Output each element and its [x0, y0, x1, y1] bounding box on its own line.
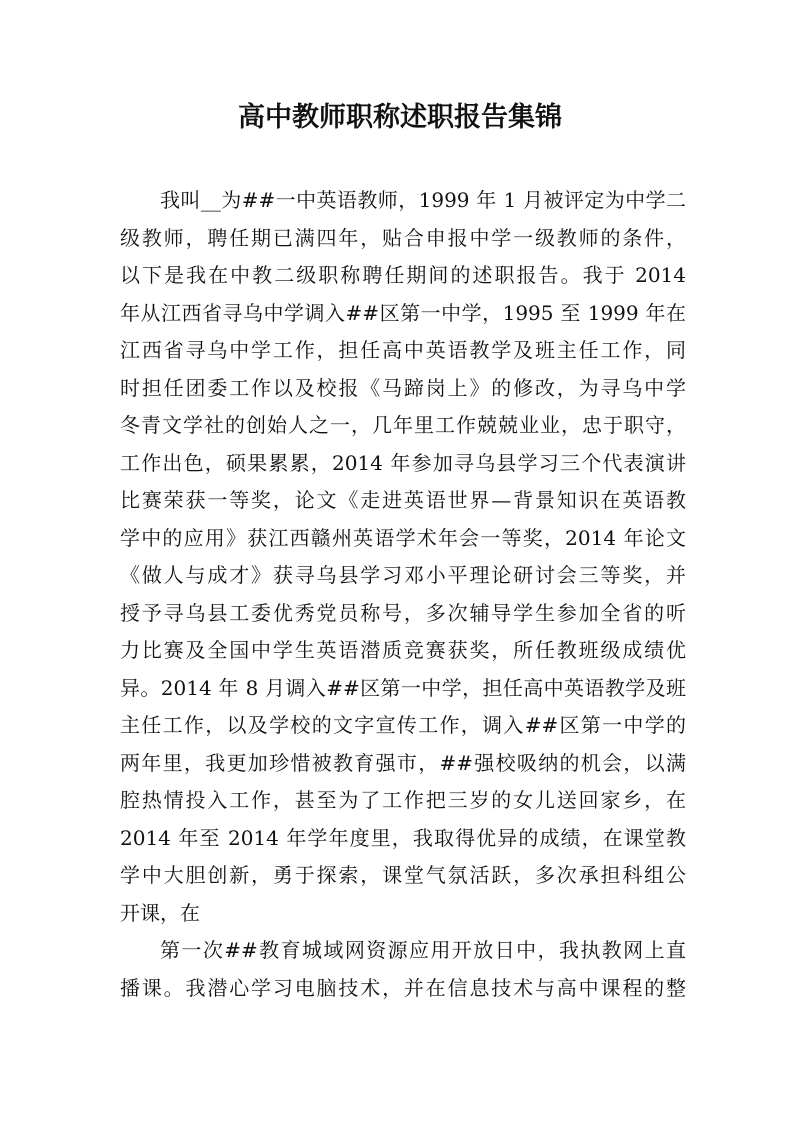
text-line: 异。2014 年 8 月调入##区第一中学，担任高中英语教学及班 [120, 675, 686, 700]
text-line: 学中的应用》获江西赣州英语学术年会一等奖，2014 年论文 [120, 525, 686, 550]
text-line: 两年里，我更加珍惜被教育强市，##强校吸纳的机会，以满 [120, 750, 686, 775]
text-line: 授予寻乌县工委优秀党员称号，多次辅导学生参加全省的听 [120, 600, 686, 625]
paragraph-2 [120, 932, 686, 1007]
document-body [120, 182, 686, 1007]
text-line: 我叫__为##一中英语教师，1999 年 1 月被评定为中学二 [160, 188, 686, 212]
text-line: 开课，在 [120, 900, 200, 925]
text-line: 播课。我潜心学习电脑技术，并在信息技术与高中课程的整 [120, 975, 686, 1000]
text-line: 学中大胆创新，勇于探索，课堂气氛活跃，多次承担科组公 [120, 863, 686, 887]
text-line: 2014 年至 2014 年学年度里，我取得优异的成绩，在课堂教 [120, 825, 686, 850]
text-line: 《做人与成才》获寻乌县学习邓小平理论研讨会三等奖，并 [120, 563, 686, 587]
paragraph-1 [120, 182, 686, 932]
text-line: 工作出色，硕果累累，2014 年参加寻乌县学习三个代表演讲 [120, 450, 686, 475]
text-line: 冬青文学社的创始人之一，几年里工作兢兢业业，忠于职守， [120, 413, 686, 437]
text-line: 腔热情投入工作，甚至为了工作把三岁的女儿送回家乡，在 [120, 788, 686, 812]
document-title: 高中教师职称述职报告集锦 [238, 102, 562, 133]
text-line: 力比赛及全国中学生英语潜质竞赛获奖，所任教班级成绩优 [120, 638, 686, 662]
text-line: 江西省寻乌中学工作，担任高中英语教学及班主任工作，同 [120, 338, 686, 362]
text-line: 级教师，聘任期已满四年，贴合申报中学一级教师的条件， [120, 225, 686, 250]
text-line: 年从江西省寻乌中学调入##区第一中学，1995 至 1999 年在 [120, 300, 686, 325]
text-line: 比赛荣获一等奖，论文《走进英语世界—背景知识在英语教 [120, 488, 686, 512]
text-line: 第一次##教育城域网资源应用开放日中，我执教网上直 [160, 938, 686, 962]
text-line: 主任工作，以及学校的文字宣传工作，调入##区第一中学的 [120, 713, 686, 737]
text-line: 以下是我在中教二级职称聘任期间的述职报告。我于 2014 [120, 263, 686, 287]
text-line: 时担任团委工作以及校报《马蹄岗上》的修改，为寻乌中学 [120, 375, 686, 400]
